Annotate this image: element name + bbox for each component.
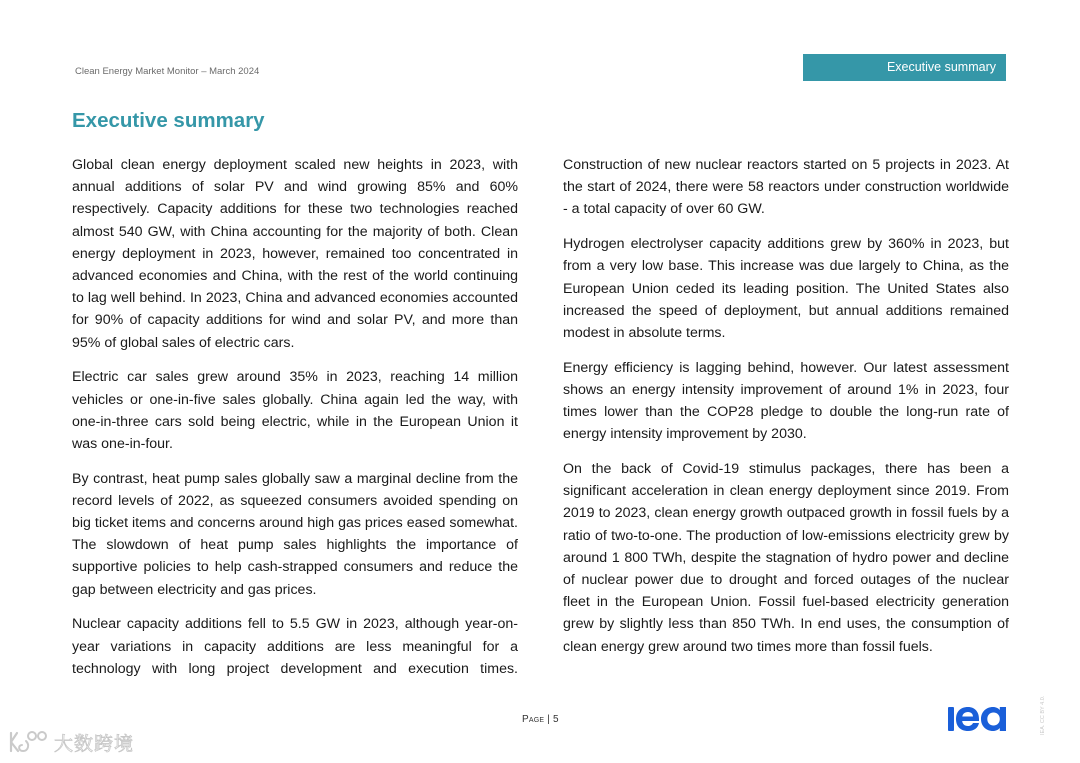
- paragraph-energy-efficiency: Energy efficiency is lagging behind, however. Our latest assessment shows an energy intensity improvement of around 1% in 2023, four times lower than the COP28 pledge to double the long-run rate of energy intensity improvement by 2030.: [563, 359, 1009, 443]
- section-tab-label: Executive summary: [886, 60, 996, 74]
- right-column: [563, 154, 1009, 670]
- paragraph-heat-pump-sales: By contrast, heat pump sales globally saw a marginal decline from the record levels of 2022, as squeezed consumers avoided spending on big ticket items and concerns around high gas prices eased somewhat. The slowdown of heat pump sales highlights the importance of supportive policies to help cash-strapped consumers and reduce the gap between electricity and gas prices.: [72, 470, 518, 598]
- section-tab: [803, 54, 1006, 81]
- paragraph-electric-car-sales: Electric car sales grew around 35% in 2023, reaching 14 million vehicles or one-in-five sales globally. China again led the way, with one-in-three cars sold being electric, while in the European Union it was one-in-four.: [72, 369, 518, 452]
- page-number-value: 5: [553, 714, 559, 725]
- left-column: [72, 154, 518, 692]
- page-separator: |: [544, 714, 554, 725]
- page-title: Executive summary: [72, 109, 265, 132]
- running-header: Clean Energy Market Monitor – March 2024: [75, 66, 260, 77]
- paragraph-nuclear-capacity: Nuclear capacity additions fell to 5.5 GW in 2023, although year-on-year variations in capacity additions are less meaningful for a technology with long project development and execution times.: [72, 616, 518, 677]
- license-text: IEA. CC BY 4.0.: [1040, 695, 1046, 735]
- page-label: Page: [522, 714, 545, 725]
- watermark-logo-icon: [8, 729, 50, 755]
- watermark-text: 大数跨境: [54, 732, 135, 755]
- page-number: [522, 714, 559, 725]
- paragraph-covid-stimulus: On the back of Covid-19 stimulus packages, there has been a significant acceleration in clean energy deployment since 2019. From 2019 to 2023, clean energy growth outpaced growth in fossil fuels by a ratio of two-to-one. The production of low-emissions electricity grew by around 1 800 TWh, despite the stagnation of hydro power and decline of nuclear power due to drought and forced outages of the nuclear fleet in the European Union. Fossil fuel-based electricity generation grew by slightly less than 850 TWh. In end uses, the consumption of clean energy grew around two times more than fossil fuels.: [563, 460, 1009, 655]
- paragraph-nuclear-construction: Construction of new nuclear reactors started on 5 projects in 2023. At the start of 2024, there were 58 reactors under construction worldwide - a total capacity of over 60 GW.: [563, 157, 1009, 218]
- iea-logo-svg: [947, 701, 1009, 733]
- paragraph-hydrogen-electrolysers: Hydrogen electrolyser capacity additions grew by 360% in 2023, but from a very low base. This increase was due largely to China, as the European Union ceded its leading position. The United States also increased the speed of deployment, but annual additions remained modest in absolute terms.: [563, 236, 1009, 341]
- iea-logo-icon: [947, 701, 1009, 733]
- paragraph-clean-energy-deployment: Global clean energy deployment scaled new heights in 2023, with annual additions of solar PV and wind growing 85% and 60% respectively. Capacity additions for these two technologies reached almost 540 GW, with China accounting for the majority of both. Clean energy deployment in 2023, however, remained too concentrated in advanced economies and China, with the rest of the world continuing to lag well behind. In 2023, China and advanced economies accounted for 90% of capacity additions for wind and solar PV, and more than 95% of global sales of electric cars.: [72, 157, 518, 351]
- watermark: [8, 727, 134, 757]
